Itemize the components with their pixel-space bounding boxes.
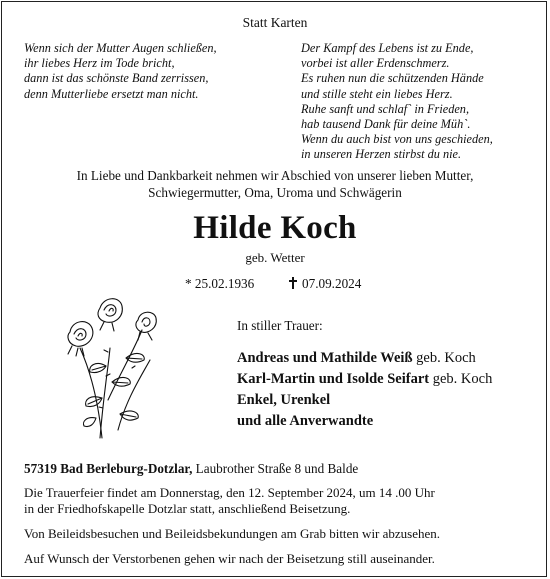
birth-date: * 25.02.1936 bbox=[185, 276, 255, 291]
death-date-group bbox=[288, 276, 361, 292]
family-entry bbox=[237, 369, 492, 390]
family-entry bbox=[237, 411, 492, 432]
service-line-1: Die Trauerfeier findet am Donnerstag, den 12. September 2024, um 14 .00 Uhr bbox=[24, 485, 435, 500]
family-member-names: Enkel, Urenkel bbox=[237, 392, 331, 408]
family-member-names: und alle Anverwandte bbox=[237, 413, 374, 429]
family-member-names: Andreas und Mathilde Weiß bbox=[237, 350, 413, 366]
maiden-name: geb. Wetter bbox=[245, 250, 305, 265]
cross-icon bbox=[288, 277, 298, 289]
service-line-2: in der Friedhofskapelle Dotzlar statt, anschließend Beisetzung. bbox=[24, 500, 351, 516]
rose-illustration-icon bbox=[60, 290, 170, 440]
dispersal-note: Auf Wunsch der Verstorbenen gehen wir nach der Beisetzung still auseinander. bbox=[24, 551, 435, 566]
poem-left bbox=[24, 41, 217, 102]
family-member-nee: geb. Koch bbox=[429, 371, 493, 387]
intro-text bbox=[0, 168, 550, 201]
family-entry bbox=[237, 348, 492, 369]
service-info bbox=[24, 485, 435, 517]
address-street: Laubrother Straße 8 und Balde bbox=[192, 461, 359, 476]
poem-line: Wenn sich der Mutter Augen schließen, bbox=[24, 41, 217, 55]
poem-line: denn Mutterliebe ersetzt man nicht. bbox=[24, 86, 199, 101]
poem-line: Wenn du auch bist von uns geschieden, bbox=[301, 132, 493, 147]
condolence-note: Von Beileidsbesuchen und Beileidsbekundungen am Grab bitten wir abzusehen. bbox=[24, 526, 441, 541]
poem-line: ihr liebes Herz im Tode bricht, bbox=[24, 56, 175, 71]
poem-line: und stille steht ein liebes Herz. bbox=[301, 86, 453, 101]
poem-line: in unseren Herzen stirbst du nie. bbox=[301, 147, 462, 162]
poem-line: dann ist das schönste Band zerrissen, bbox=[24, 71, 209, 86]
poem-right bbox=[301, 41, 493, 163]
intro-line-2: Schwiegermutter, Oma, Uroma und Schwägerin bbox=[148, 184, 402, 200]
poem-line: Der Kampf des Lebens ist zu Ende, bbox=[301, 41, 474, 55]
mourning-title: In stiller Trauer: bbox=[237, 318, 323, 333]
address-place: 57319 Bad Berleburg-Dotzlar, bbox=[24, 461, 193, 476]
deceased-name: Hilde Koch bbox=[193, 210, 357, 246]
intro-line-1: In Liebe und Dankbarkeit nehmen wir Abschied von unserer lieben Mutter, bbox=[76, 168, 474, 183]
poem-line: Es ruhen nun die schützenden Hände bbox=[301, 71, 484, 86]
family-list bbox=[237, 348, 492, 432]
family-entry bbox=[237, 390, 492, 411]
poem-line: vorbei ist aller Erdenschmerz. bbox=[301, 56, 450, 71]
address-line bbox=[24, 461, 358, 477]
poem-line: hab tausend Dank für deine Müh`. bbox=[301, 117, 471, 132]
family-member-nee: geb. Koch bbox=[412, 350, 476, 366]
death-date: 07.09.2024 bbox=[302, 276, 362, 291]
header-title: Statt Karten bbox=[242, 15, 308, 30]
poem-line: Ruhe sanft und schlaf` in Frieden, bbox=[301, 101, 470, 116]
family-member-names: Karl-Martin und Isolde Seifart bbox=[237, 371, 430, 387]
